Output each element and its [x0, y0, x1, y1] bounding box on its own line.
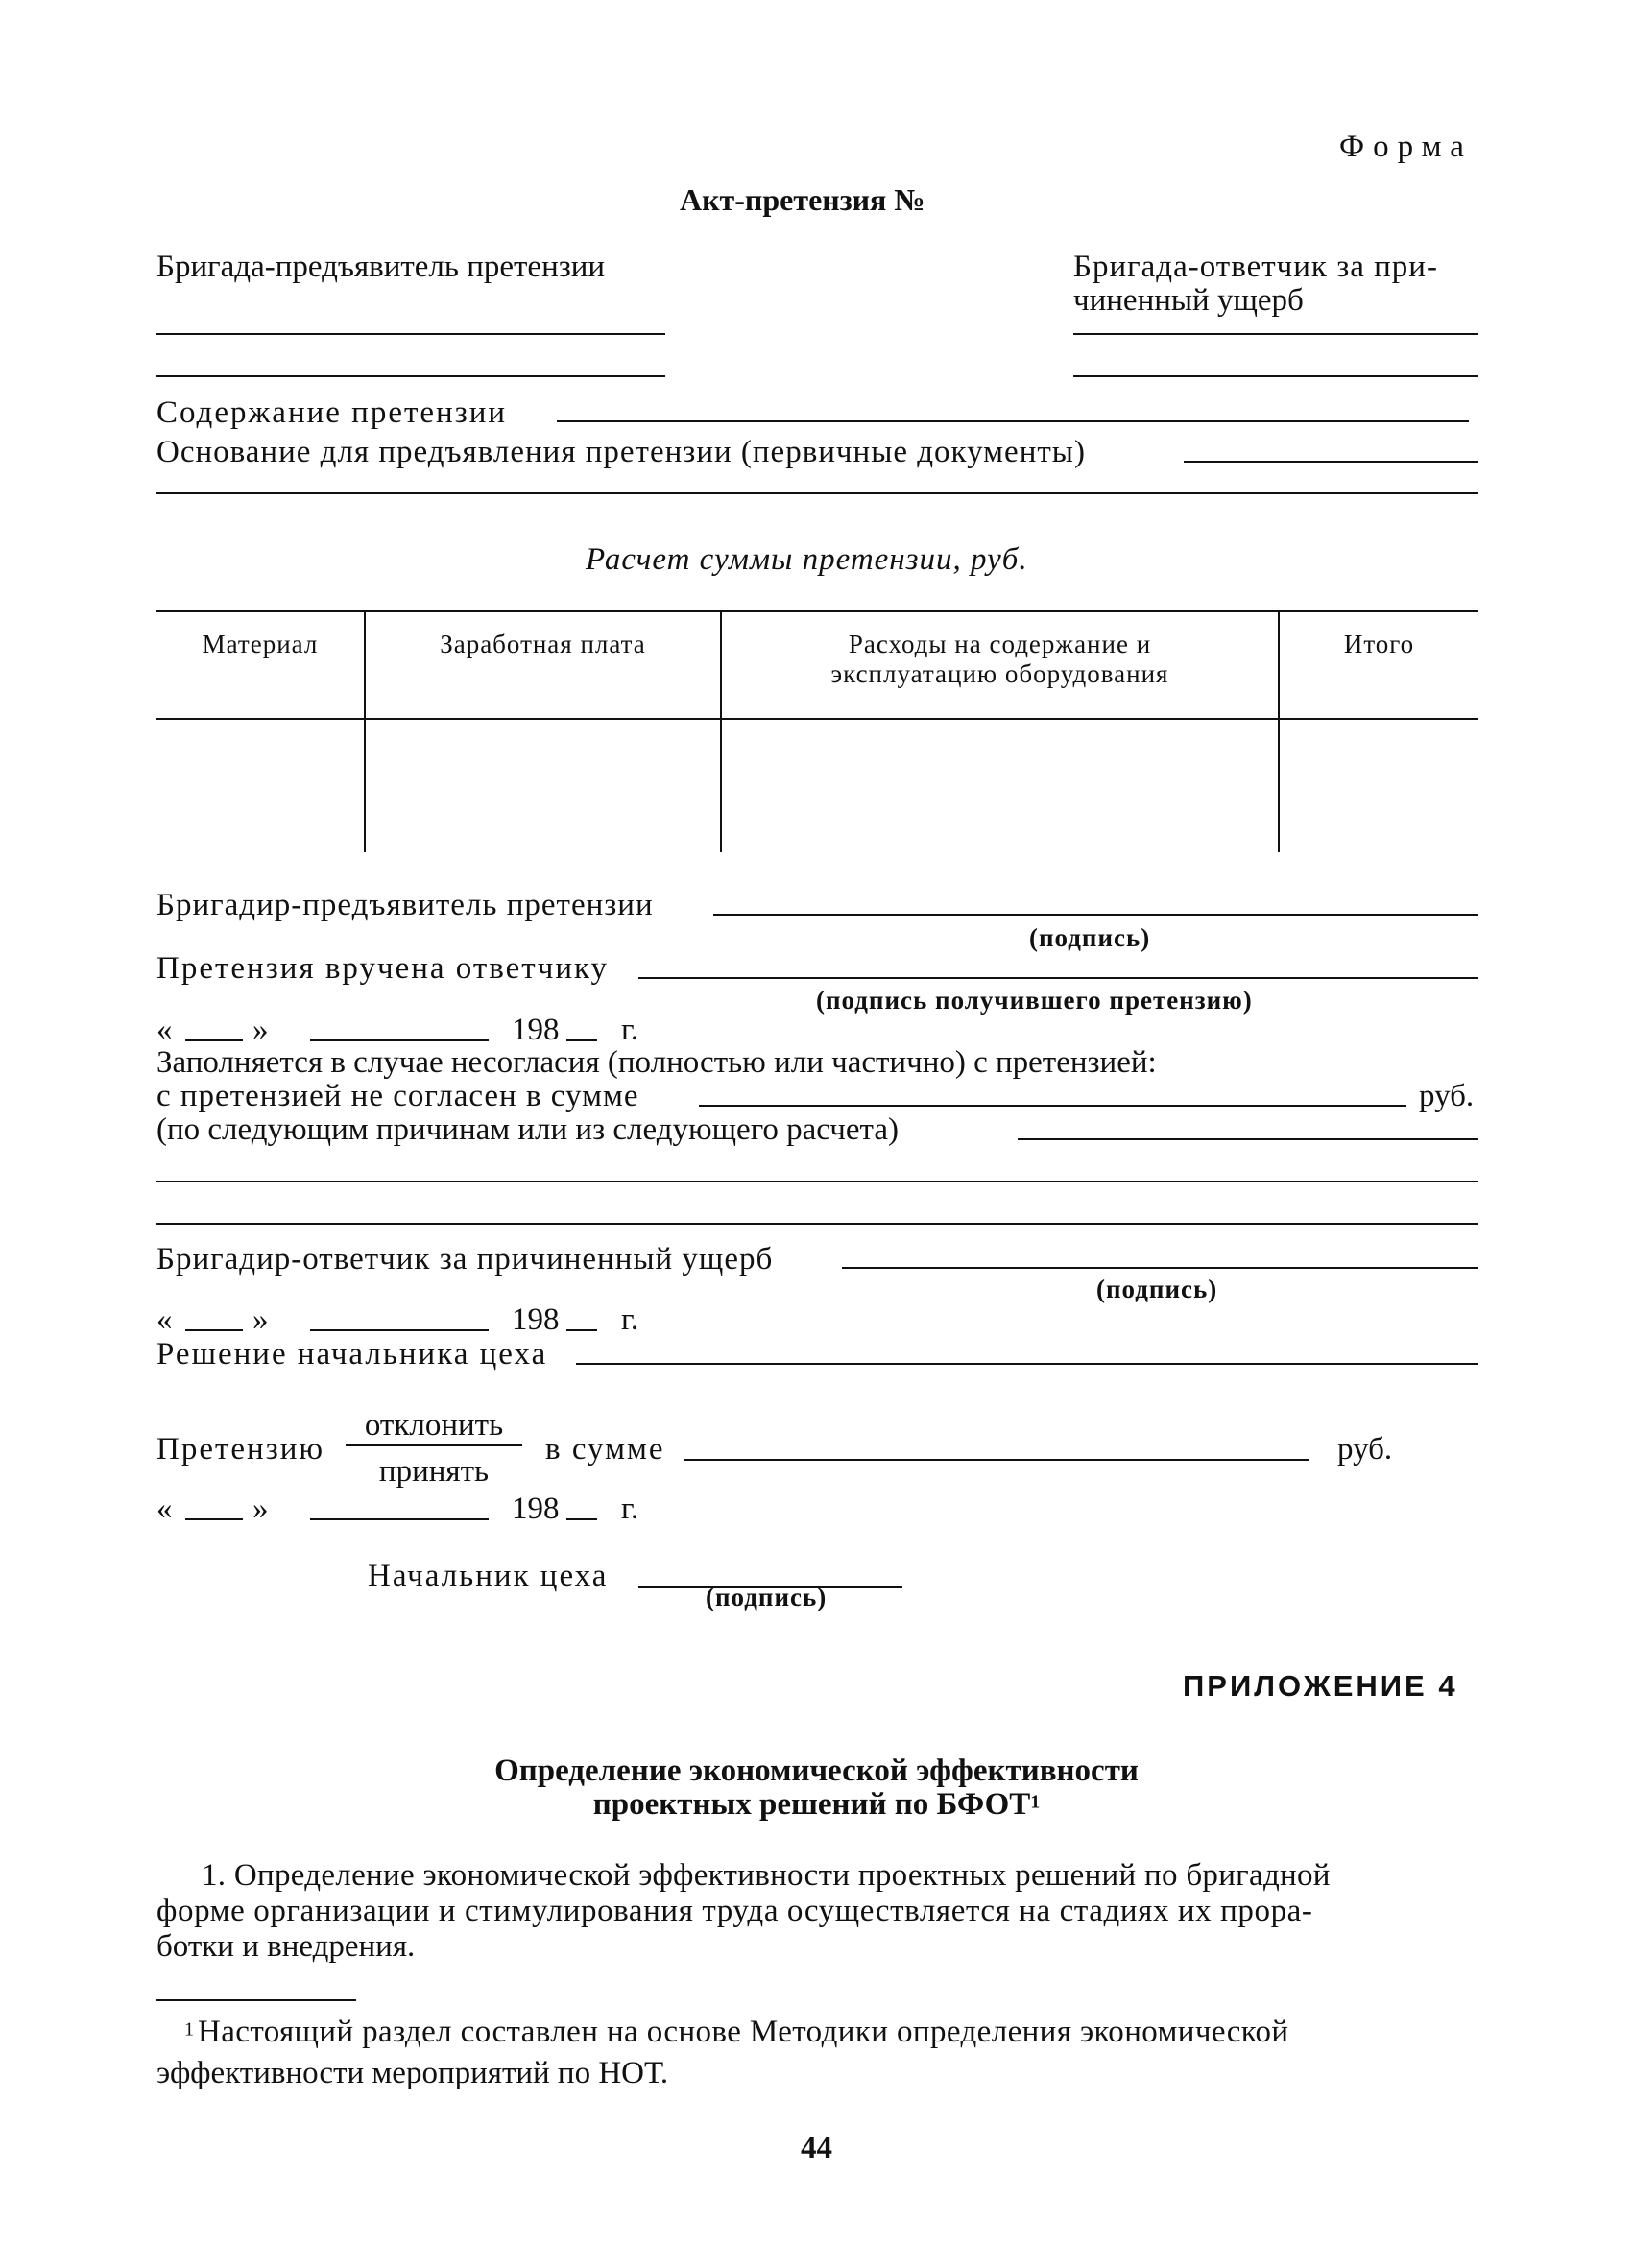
- footnote-line-1-wrap: [184, 2013, 1289, 2051]
- paragraph-line-3: ботки и внедрения.: [156, 1929, 416, 1964]
- paragraph-line-1: 1. Определение экономической эффективности проектных решений по бригадной: [202, 1858, 1331, 1893]
- currency-2: руб.: [1337, 1432, 1393, 1467]
- footnote-separator: [156, 1999, 356, 2001]
- fraction-bar: [346, 1444, 522, 1446]
- disagree-amount-line[interactable]: [699, 1105, 1406, 1107]
- signature-hint-2: (подпись): [1096, 1275, 1218, 1303]
- claim-delivered-label: Претензия вручена ответчику: [156, 951, 610, 986]
- currency-1: руб.: [1419, 1079, 1475, 1113]
- in-amount-label: в сумме: [545, 1432, 665, 1467]
- respondent-brigade-line-2[interactable]: [1073, 375, 1478, 377]
- claim-basis-line-1[interactable]: [1184, 461, 1478, 463]
- receiver-signature-hint: (подпись получившего претензию): [816, 986, 1253, 1015]
- signature-hint-3: (подпись): [706, 1583, 828, 1611]
- date-year: 198: [512, 1302, 560, 1337]
- date-day-line[interactable]: [185, 1329, 243, 1331]
- table-cell-total[interactable]: [1282, 722, 1477, 850]
- accept-option[interactable]: принять: [378, 1454, 490, 1489]
- date-open-quote: «: [156, 1013, 173, 1047]
- calc-title: Расчет суммы претензии, руб.: [586, 542, 1028, 577]
- table-top-rule: [156, 610, 1478, 612]
- shop-decision-label: Решение начальника цеха: [156, 1337, 548, 1372]
- footnote-line-1: Настоящий раздел составлен на основе Методики определения экономической: [198, 2015, 1289, 2049]
- date-open-quote: «: [156, 1302, 173, 1337]
- date-close-quote: »: [252, 1013, 269, 1047]
- claim-basis-label: Основание для предъявления претензии (первичные документы): [156, 435, 1086, 469]
- shop-head-label: Начальник цеха: [368, 1559, 609, 1593]
- foreman-claimant-signature-line[interactable]: [713, 914, 1478, 916]
- appendix-title: ПРИЛОЖЕНИЕ 4: [1183, 1669, 1458, 1703]
- reasons-label: (по следующим причинам или из следующего расчета): [156, 1112, 900, 1147]
- respondent-brigade-label-2: чиненный ущерб: [1073, 283, 1304, 318]
- disagree-amount-label: с претензией не согласен в сумме: [156, 1079, 639, 1113]
- date-day-line[interactable]: [185, 1039, 243, 1041]
- date-year-line[interactable]: [566, 1039, 597, 1041]
- reasons-line-3[interactable]: [156, 1223, 1478, 1225]
- date-year: 198: [512, 1013, 560, 1047]
- date-year-line[interactable]: [566, 1518, 597, 1520]
- foreman-respondent-signature-line[interactable]: [842, 1267, 1478, 1269]
- reasons-line-2[interactable]: [156, 1181, 1478, 1182]
- table-cell-salary[interactable]: [368, 722, 718, 850]
- reasons-line-1[interactable]: [1018, 1138, 1478, 1140]
- claimant-brigade-label: Бригада-предъявитель претензии: [156, 250, 606, 284]
- table-cell-expenses[interactable]: [724, 722, 1276, 850]
- claim-content-label: Содержание претензии: [156, 395, 508, 430]
- table-header-expenses-1: Расходы на содержание и: [848, 630, 1152, 658]
- date-open-quote: «: [156, 1492, 173, 1526]
- table-header-expenses-2: эксплуатацию оборудования: [830, 659, 1169, 688]
- footnote-mark: 1: [184, 2018, 194, 2041]
- claim-content-line[interactable]: [557, 420, 1469, 422]
- section-title-line-2: [0, 1785, 1633, 1824]
- date-year: 198: [512, 1492, 560, 1526]
- date-close-quote: »: [252, 1492, 269, 1526]
- claimant-brigade-line-1[interactable]: [156, 333, 665, 335]
- date-month-line[interactable]: [310, 1518, 489, 1520]
- reject-option[interactable]: отклонить: [364, 1408, 504, 1443]
- disagreement-note: Заполняется в случае несогласия (полностью или частично) с претензией:: [156, 1045, 1157, 1080]
- footnote-ref: 1: [1030, 1791, 1041, 1813]
- table-header-total: Итого: [1343, 630, 1415, 658]
- claimant-brigade-line-2[interactable]: [156, 375, 665, 377]
- date-month-line[interactable]: [310, 1039, 489, 1041]
- date-day-line[interactable]: [185, 1518, 243, 1520]
- respondent-brigade-line-1[interactable]: [1073, 333, 1478, 335]
- claim-delivered-signature-line[interactable]: [638, 977, 1478, 979]
- claim-amount-line[interactable]: [684, 1459, 1309, 1461]
- respondent-brigade-label-1: Бригада-ответчик за при-: [1073, 250, 1438, 284]
- signature-hint-1: (подпись): [1029, 923, 1151, 952]
- footnote-line-2: эффективности мероприятий по НОТ.: [156, 2056, 669, 2090]
- form-label: Форма: [1339, 130, 1473, 164]
- table-header-salary: Заработная плата: [440, 630, 646, 658]
- date-close-quote: »: [252, 1302, 269, 1337]
- claim-word: Претензию: [156, 1432, 325, 1467]
- foreman-claimant-label: Бригадир-предъявитель претензии: [156, 888, 654, 922]
- foreman-respondent-label: Бригадир-ответчик за причиненный ущерб: [156, 1242, 774, 1277]
- table-header-rule: [156, 718, 1478, 720]
- date-suffix: г.: [621, 1013, 639, 1047]
- section-title-line-1: Определение экономической эффективности: [494, 1754, 1139, 1788]
- document-title: Акт-претензия №: [680, 182, 925, 217]
- paragraph-line-2: форме организации и стимулирования труда осуществляется на стадиях их прора-: [156, 1894, 1313, 1928]
- section-title-text: проектных решений по БФОТ: [592, 1787, 1031, 1822]
- date-suffix: г.: [621, 1492, 639, 1526]
- shop-decision-line[interactable]: [576, 1363, 1478, 1365]
- table-cell-material[interactable]: [158, 722, 362, 850]
- claim-basis-line-2[interactable]: [156, 492, 1478, 494]
- date-year-line[interactable]: [566, 1329, 597, 1331]
- table-header-material: Материал: [202, 630, 319, 658]
- date-month-line[interactable]: [310, 1329, 489, 1331]
- page-number: 44: [801, 2131, 832, 2165]
- date-suffix: г.: [621, 1302, 639, 1337]
